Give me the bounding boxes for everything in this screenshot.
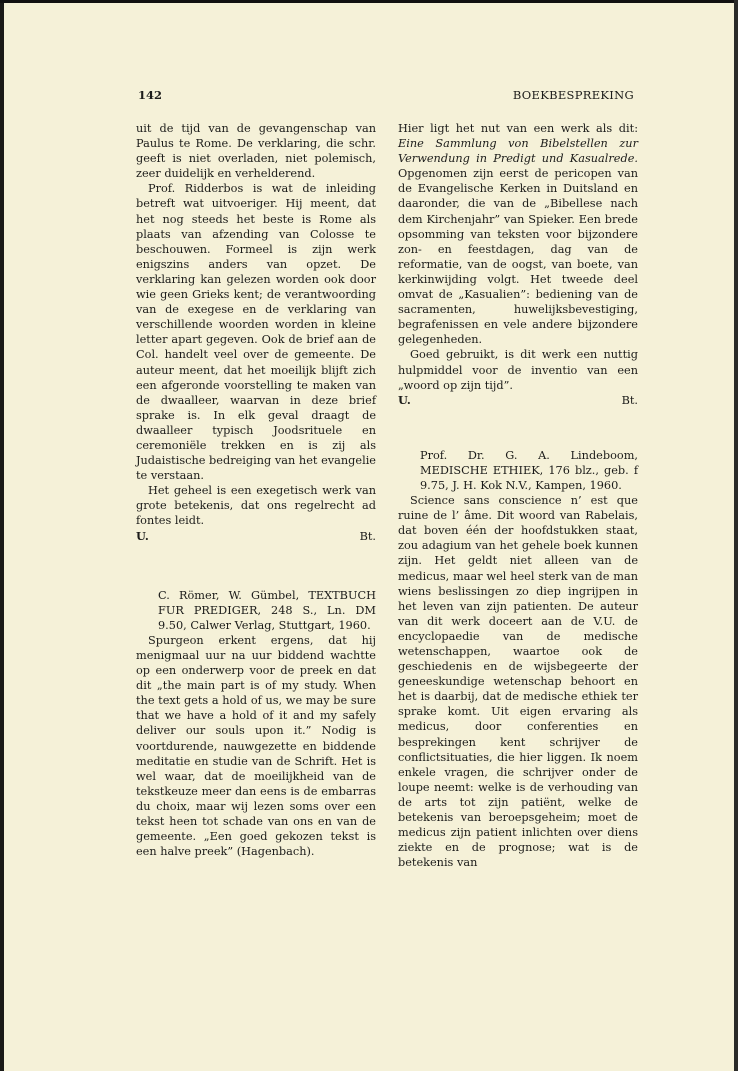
paragraph: Spurgeon erkent ergens, dat hij menigmaal uur na uur biddend wachtte op een onderwerp voor de preek en dat dit „the main part is of my study. When the text gets a hold of us, we may be sure that we have a hold of it and my safely deliver our souls upon it.” Nodig is voortdurende, nauwgezette en biddende meditatie en studie van de Schrift. Het is wel waar, dat de moeilijkheid van de tekstkeuze meer dan eens is de embarras du choix, maar wij lezen soms over een tekst heen tot schade van ons en van de gemeente. „Een goed gekozen tekst is een halve preek” (Hagenbach). xyxy=(136,633,376,859)
right-column xyxy=(398,121,638,870)
signature-initial: U. xyxy=(136,528,149,543)
signature-name: Bt. xyxy=(621,393,638,407)
paragraph: Prof. Ridderbos is wat de inleiding betreft wat uitvoeriger. Hij meent, dat het nog steeds het beste is Rome als plaats van afzending van Colosse te beschouwen. Formeel is zijn werk enigszins anders van opzet. De verklaring kan gelezen worden ook door wie geen Grieks kent; de verantwoording van de exegese en de verklaring van verschillende woorden worden in kleine letter apart gegeven. Ook de brief aan de Col. handelt veel over de gemeente. De auteur meent, dat het moeilijk blijft zich een afgeronde voorstelling te maken van de dwaalleer, waarvan in deze brief sprake is. In elk geval draagt de dwaalleer typisch Joodsrituele en ceremoniële trekken en is zij als Judaistische bedreiging van het evangelie te verstaan. xyxy=(136,182,376,483)
paragraph: Het geheel is een exegetisch werk van grote betekenis, dat ons regelrecht ad fontes leidt. xyxy=(136,484,376,528)
book-subtitle: Eine Sammlung von Bibelstellen zur Verwendung in Predigt und Kasualrede. xyxy=(398,137,638,166)
page-number: 142 xyxy=(138,88,163,102)
signature-name: Bt. xyxy=(359,529,376,543)
paragraph-text: Hier ligt het nut van een werk als dit: xyxy=(398,122,638,135)
left-column xyxy=(136,121,376,859)
scan-edge xyxy=(0,3,4,1071)
paragraph: Goed gebruikt, is dit werk een nuttig hulpmiddel voor de inventio van een „woord op zijn tijd”. xyxy=(398,348,638,392)
running-head: BOEKBESPREKING xyxy=(512,88,634,102)
review-signature xyxy=(398,393,638,408)
book-citation: Prof. Dr. G. A. Lindeboom, MEDISCHE ETHIEK, 176 blz., geb. f 9.75, J. H. Kok N.V., Kampen, 1960. xyxy=(420,448,638,492)
review-signature xyxy=(136,529,376,544)
paragraph: uit de tijd van de gevangenschap van Paulus te Rome. De verklaring, die schr. geeft is niet overladen, niet polemisch, zeer duidelijk en verhelderend. xyxy=(136,122,376,181)
paragraph: Science sans conscience n’ est que ruine de l’ âme. Dit woord van Rabelais, dat boven één der hoofdstukken staat, zou adagium van het gehele boek kunnen zijn. Het geldt niet alleen van de medicus, maar wel heel sterk van de man wiens beslissingen zo diep ingrijpen in het leven van zijn patienten. De auteur van dit werk doceert aan de V.U. de encyclopaedie van de medische wetenschappen, waartoe ook de geschiedenis en de wijsbegeerte der geneeskundige wetenschap behoort en het is daarbij, dat de medische ethiek ter sprake komt. Uit eigen ervaring als medicus, door conferenties en besprekingen kent schrijver de conflictsituaties, die hier liggen. Ik noem enkele vragen, die schrijver onder de loupe neemt: welke is de verhouding van de arts tot zijn patiënt, welke de betekenis van beroepsgeheim; moet de medicus zijn patient inlichten over diens ziekte en de prognose; wat is de betekenis van xyxy=(398,494,638,870)
paragraph-text: Opgenomen zijn eerst de pericopen van de Evangelische Kerken in Duitsland en daaronder, die van de „Bibellese nach dem Kirchenjahr” van Spieker. Een brede opsomming van teksten voor bijzondere zon- en feestdagen, dag van de reformatie, van de oogst, van boete, van kerkinwijding volgt. Het tweede deel omvat de „Kasualien”: bediening van de sacramenten, huwelijksbevestiging, begrafenissen en vele andere bijzondere gelegenheden. xyxy=(398,167,638,347)
paragraph xyxy=(398,121,638,347)
signature-initial: U. xyxy=(398,392,411,407)
book-citation: C. Römer, W. Gümbel, TEXTBUCH FUR PREDIGER, 248 S., Ln. DM 9.50, Calwer Verlag, Stuttgart, 1960. xyxy=(158,588,376,632)
